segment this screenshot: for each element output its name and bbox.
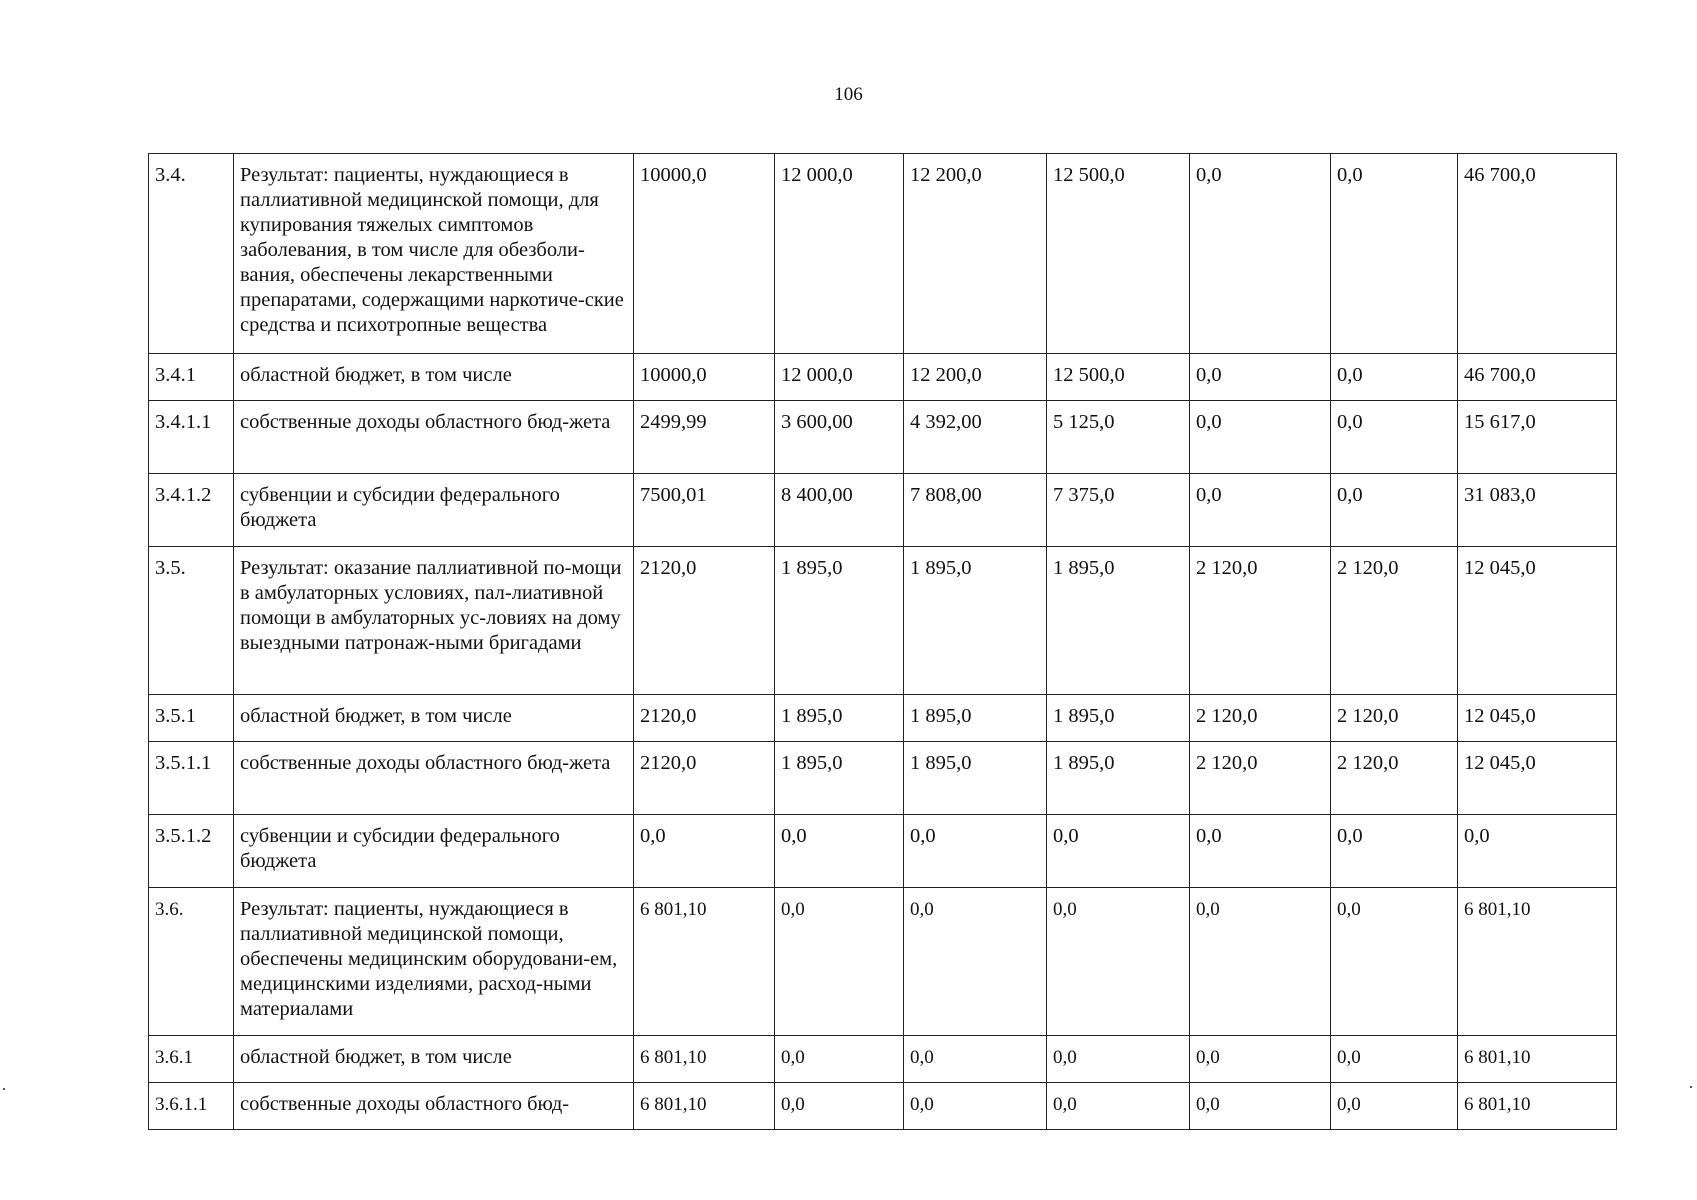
value-cell-7: 46 700,0 <box>1458 154 1617 354</box>
table-row <box>149 401 1617 474</box>
value-cell-3: 7 808,00 <box>904 474 1047 547</box>
value-cell-6: 0,0 <box>1331 815 1458 888</box>
value-cell-3: 12 200,0 <box>904 354 1047 401</box>
value-cell-7: 15 617,0 <box>1458 401 1617 474</box>
scan-mark-right <box>1690 1086 1692 1088</box>
value-cell-7: 6 801,10 <box>1458 1036 1617 1083</box>
value-cell-7: 6 801,10 <box>1458 888 1617 1036</box>
value-cell-1: 6 801,10 <box>634 1083 775 1130</box>
budget-table <box>148 153 1617 1130</box>
value-cell-3: 0,0 <box>904 1036 1047 1083</box>
value-cell-5: 0,0 <box>1190 1083 1331 1130</box>
budget-table-body <box>149 154 1617 1130</box>
value-cell-1: 2120,0 <box>634 695 775 742</box>
value-cell-7: 12 045,0 <box>1458 742 1617 815</box>
value-cell-4: 0,0 <box>1047 815 1190 888</box>
value-cell-6: 0,0 <box>1331 474 1458 547</box>
value-cell-1: 2499,99 <box>634 401 775 474</box>
value-cell-1: 6 801,10 <box>634 888 775 1036</box>
row-code-cell: 3.4.1 <box>149 354 234 401</box>
row-name-cell: субвенции и субсидии федерального бюджета <box>234 815 634 888</box>
value-cell-2: 0,0 <box>775 888 904 1036</box>
row-name-cell: собственные доходы областного бюд- <box>234 1083 634 1130</box>
value-cell-7: 31 083,0 <box>1458 474 1617 547</box>
value-cell-1: 0,0 <box>634 815 775 888</box>
value-cell-2: 12 000,0 <box>775 354 904 401</box>
value-cell-4: 0,0 <box>1047 1083 1190 1130</box>
value-cell-3: 0,0 <box>904 888 1047 1036</box>
row-code-cell: 3.5. <box>149 547 234 695</box>
row-name-cell: собственные доходы областного бюд-жета <box>234 742 634 815</box>
table-row <box>149 1083 1617 1130</box>
row-name-cell: Результат: пациенты, нуждающиеся в паллиативной медицинской помощи, для купирования тяжелых симптомов заболевания, в том числе для обезболи-вания, обеспечены лекарственными препаратами, содержащими наркотиче-ские средства и психотропные вещества <box>234 154 634 354</box>
row-name-cell: областной бюджет, в том числе <box>234 354 634 401</box>
page-number: 106 <box>834 84 863 105</box>
value-cell-5: 0,0 <box>1190 815 1331 888</box>
value-cell-2: 1 895,0 <box>775 742 904 815</box>
value-cell-5: 0,0 <box>1190 154 1331 354</box>
value-cell-7: 0,0 <box>1458 815 1617 888</box>
value-cell-6: 0,0 <box>1331 401 1458 474</box>
value-cell-6: 0,0 <box>1331 154 1458 354</box>
row-name-cell: Результат: пациенты, нуждающиеся в паллиативной медицинской помощи, обеспечены медицинским оборудовани-ем, медицинскими изделиями, расход-ными материалами <box>234 888 634 1036</box>
value-cell-2: 0,0 <box>775 1083 904 1130</box>
value-cell-4: 12 500,0 <box>1047 354 1190 401</box>
value-cell-4: 1 895,0 <box>1047 547 1190 695</box>
scan-mark-left <box>3 1088 5 1090</box>
value-cell-2: 12 000,0 <box>775 154 904 354</box>
value-cell-7: 12 045,0 <box>1458 695 1617 742</box>
value-cell-6: 0,0 <box>1331 1083 1458 1130</box>
row-name-cell: областной бюджет, в том числе <box>234 1036 634 1083</box>
value-cell-3: 4 392,00 <box>904 401 1047 474</box>
row-code-cell: 3.6. <box>149 888 234 1036</box>
value-cell-1: 7500,01 <box>634 474 775 547</box>
table-row <box>149 474 1617 547</box>
value-cell-2: 8 400,00 <box>775 474 904 547</box>
value-cell-6: 2 120,0 <box>1331 742 1458 815</box>
row-name-cell: собственные доходы областного бюд-жета <box>234 401 634 474</box>
table-row <box>149 888 1617 1036</box>
value-cell-6: 0,0 <box>1331 888 1458 1036</box>
row-code-cell: 3.4. <box>149 154 234 354</box>
row-name-cell: субвенции и субсидии федерального бюджета <box>234 474 634 547</box>
table-row <box>149 547 1617 695</box>
value-cell-1: 10000,0 <box>634 354 775 401</box>
value-cell-4: 0,0 <box>1047 888 1190 1036</box>
value-cell-2: 1 895,0 <box>775 695 904 742</box>
value-cell-1: 2120,0 <box>634 547 775 695</box>
row-code-cell: 3.4.1.1 <box>149 401 234 474</box>
value-cell-7: 46 700,0 <box>1458 354 1617 401</box>
row-code-cell: 3.5.1 <box>149 695 234 742</box>
row-name-cell: Результат: оказание паллиативной по-мощи в амбулаторных условиях, пал-лиативной помощи в амбулаторных ус-ловиях на дому выездными патронаж-ными бригадами <box>234 547 634 695</box>
table-row <box>149 354 1617 401</box>
value-cell-3: 1 895,0 <box>904 695 1047 742</box>
value-cell-5: 0,0 <box>1190 474 1331 547</box>
value-cell-2: 1 895,0 <box>775 547 904 695</box>
row-code-cell: 3.5.1.1 <box>149 742 234 815</box>
value-cell-4: 7 375,0 <box>1047 474 1190 547</box>
value-cell-6: 2 120,0 <box>1331 547 1458 695</box>
value-cell-5: 0,0 <box>1190 1036 1331 1083</box>
table-row <box>149 815 1617 888</box>
value-cell-3: 1 895,0 <box>904 547 1047 695</box>
value-cell-5: 0,0 <box>1190 401 1331 474</box>
value-cell-3: 0,0 <box>904 815 1047 888</box>
value-cell-5: 2 120,0 <box>1190 547 1331 695</box>
value-cell-6: 0,0 <box>1331 1036 1458 1083</box>
row-code-cell: 3.5.1.2 <box>149 815 234 888</box>
value-cell-7: 12 045,0 <box>1458 547 1617 695</box>
value-cell-1: 6 801,10 <box>634 1036 775 1083</box>
row-code-cell: 3.4.1.2 <box>149 474 234 547</box>
value-cell-5: 0,0 <box>1190 354 1331 401</box>
value-cell-4: 1 895,0 <box>1047 742 1190 815</box>
value-cell-4: 5 125,0 <box>1047 401 1190 474</box>
value-cell-2: 0,0 <box>775 815 904 888</box>
row-name-cell: областной бюджет, в том числе <box>234 695 634 742</box>
row-code-cell: 3.6.1 <box>149 1036 234 1083</box>
value-cell-5: 2 120,0 <box>1190 695 1331 742</box>
value-cell-4: 12 500,0 <box>1047 154 1190 354</box>
value-cell-3: 0,0 <box>904 1083 1047 1130</box>
value-cell-1: 2120,0 <box>634 742 775 815</box>
value-cell-3: 1 895,0 <box>904 742 1047 815</box>
value-cell-4: 0,0 <box>1047 1036 1190 1083</box>
value-cell-2: 0,0 <box>775 1036 904 1083</box>
table-row <box>149 154 1617 354</box>
table-row <box>149 695 1617 742</box>
value-cell-6: 0,0 <box>1331 354 1458 401</box>
value-cell-6: 2 120,0 <box>1331 695 1458 742</box>
table-row <box>149 1036 1617 1083</box>
value-cell-4: 1 895,0 <box>1047 695 1190 742</box>
row-code-cell: 3.6.1.1 <box>149 1083 234 1130</box>
value-cell-5: 2 120,0 <box>1190 742 1331 815</box>
value-cell-2: 3 600,00 <box>775 401 904 474</box>
table-row <box>149 742 1617 815</box>
value-cell-1: 10000,0 <box>634 154 775 354</box>
value-cell-3: 12 200,0 <box>904 154 1047 354</box>
value-cell-7: 6 801,10 <box>1458 1083 1617 1130</box>
value-cell-5: 0,0 <box>1190 888 1331 1036</box>
